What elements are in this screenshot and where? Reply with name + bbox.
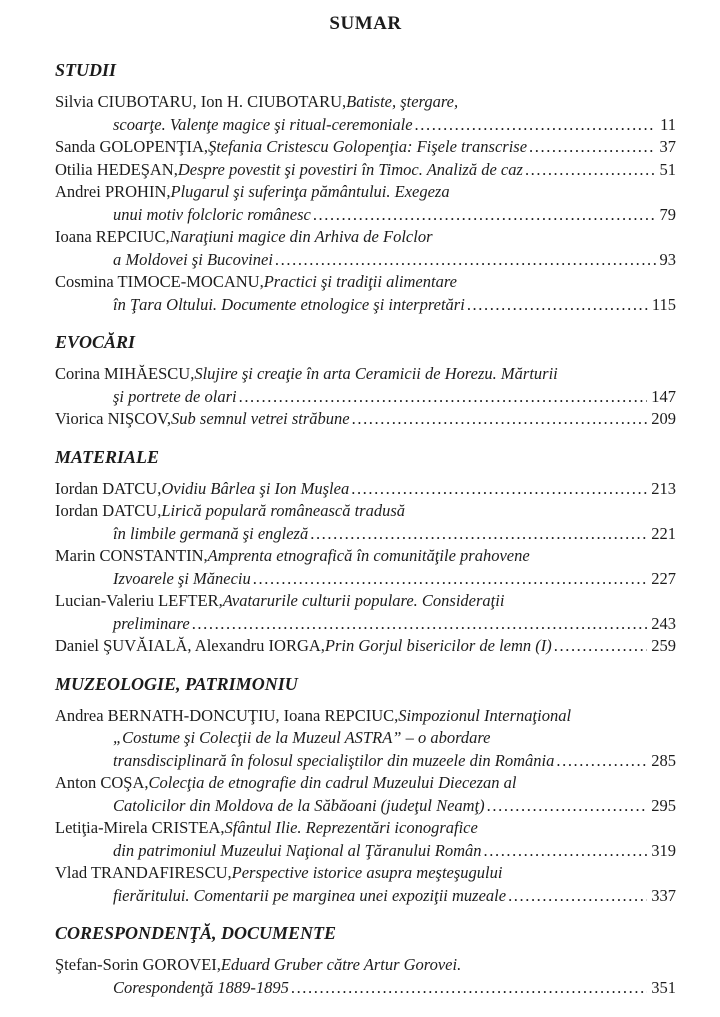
- dot-leader: [253, 568, 647, 591]
- entry-title-segment: Sfântul Ilie. Reprezentări iconografice: [224, 818, 478, 837]
- section-heading: STUDII: [55, 60, 117, 80]
- entry-first-line: [55, 363, 676, 386]
- dot-leader: [192, 613, 648, 636]
- page-number: 115: [651, 294, 676, 314]
- page-number: 221: [651, 523, 676, 543]
- page-number: 319: [651, 840, 676, 860]
- entry-continuation-line: [55, 294, 676, 317]
- page-number: 213: [651, 478, 676, 498]
- entry-title-segment: Izvoarele şi Măneciu: [113, 568, 251, 588]
- entry-first-line: [55, 408, 676, 431]
- toc-entry: [55, 408, 676, 431]
- entry-author-segment: Lucian-Valeriu LEFTER,: [55, 591, 223, 610]
- entry-author-segment: Corina MIHĂESCU,: [55, 364, 195, 383]
- entry-continuation-line: [55, 613, 676, 636]
- entry-continuation-line: [55, 795, 676, 818]
- entry-title-segment: Eduard Gruber către Artur Gorovei.: [220, 955, 462, 974]
- entry-title-segment: Catolicilor din Moldova de la Săbăoani (judeţul Neamţ): [113, 795, 485, 815]
- toc-entry: [55, 954, 676, 999]
- entry-author-segment: Cosmina TIMOCE-MOCANU,: [55, 272, 264, 291]
- toc-section: [55, 673, 676, 908]
- entry-title-segment: Batiste, ştergare,: [346, 92, 459, 111]
- entry-author-segment: Daniel ŞUVĂIALĂ, Alexandru IORGA,: [55, 636, 325, 655]
- toc-entry: [55, 862, 676, 907]
- dot-leader: [467, 294, 648, 317]
- entry-title-segment: Avatarurile culturii populare. Consideraţii: [222, 591, 505, 610]
- page-number: 37: [659, 137, 676, 156]
- entry-title-segment: Plugarul şi suferinţa pământului. Exegeza: [170, 182, 450, 201]
- entry-title-segment: transdisciplinară în folosul specialiştilor din muzeele din România: [113, 750, 555, 770]
- dot-leader: [525, 159, 656, 182]
- entry-first-line: [55, 817, 676, 840]
- entry-title-segment: Practici şi tradiţii alimentare: [263, 272, 457, 291]
- toc-section: [55, 331, 676, 431]
- entry-title-segment: şi portrete de olari: [113, 386, 237, 406]
- entry-first-line: [55, 181, 676, 204]
- entry-continuation-line: [55, 977, 676, 1000]
- entry-first-line: [55, 705, 676, 728]
- entry-author-segment: Ioana REPCIUC,: [55, 227, 170, 246]
- toc-section: [55, 922, 676, 999]
- entry-continuation-line: [55, 840, 676, 863]
- entry-first-line: [55, 772, 676, 795]
- page-number: 79: [659, 204, 676, 224]
- toc-entry: [55, 590, 676, 635]
- entry-author-segment: Andrea BERNATH-DONCUŢIU, Ioana REPCIUC,: [55, 705, 399, 725]
- entry-title-segment: scoarţe. Valenţe magice şi ritual-ceremoniale: [113, 114, 413, 134]
- dot-leader: [313, 204, 656, 227]
- toc-entry: [55, 635, 676, 658]
- entry-author-segment: Andrei PROHIN,: [55, 182, 171, 201]
- entry-author-segment: Viorica NIŞCOV,: [55, 409, 172, 428]
- section-heading: CORESPONDENŢĂ, DOCUMENTE: [55, 923, 337, 943]
- entry-title-segment: Naraţiuni magice din Arhiva de Folclor: [169, 227, 433, 246]
- entry-author-segment: Marin CONSTANTIN,: [55, 546, 208, 565]
- entry-first-line: [55, 478, 676, 501]
- section-heading: EVOCĂRI: [55, 332, 136, 352]
- dot-leader: [310, 523, 647, 546]
- entry-author-segment: Anton COŞA,: [55, 773, 149, 792]
- entry-first-line: [55, 862, 676, 885]
- entry-continuation-line: [55, 885, 676, 908]
- entry-title-segment: „Costume şi Colecţii de la Muzeul ASTRA” – o abordare: [113, 728, 491, 747]
- section-heading: MATERIALE: [55, 446, 160, 467]
- entry-first-line: [55, 500, 676, 523]
- entry-first-line: [55, 271, 676, 294]
- page-number: 147: [651, 386, 676, 406]
- entry-title-segment: Amprenta etnografică în comunităţile prahovene: [207, 546, 530, 565]
- entry-title-segment: Sub semnul vetrei străbune: [171, 409, 350, 428]
- toc-entry: [55, 545, 676, 590]
- page-number: 209: [651, 409, 676, 428]
- page-number: 227: [651, 568, 676, 588]
- page-title: SUMAR: [329, 13, 402, 34]
- entry-author-segment: Ştefan-Sorin GOROVEI,: [55, 955, 221, 974]
- toc-entry: [55, 159, 676, 182]
- dot-leader: [275, 249, 656, 272]
- entry-continuation-line: [55, 727, 676, 750]
- toc-entry: [55, 705, 676, 773]
- dot-leader: [554, 635, 647, 658]
- page-number: 337: [651, 885, 676, 905]
- entry-title-segment: a Moldovei şi Bucovinei: [113, 249, 273, 269]
- entry-title-segment: din patrimoniul Muzeului Naţional al Ţăranului Român: [113, 840, 482, 860]
- entry-title-segment: Ştefania Cristescu Golopenţia: Fişele transcrise: [208, 137, 528, 156]
- toc-entry: [55, 226, 676, 271]
- entry-first-line: [55, 226, 676, 249]
- entry-first-line: [55, 91, 676, 114]
- entry-title-segment: Lirică populară românească tradusă: [161, 501, 406, 520]
- dot-leader: [529, 136, 655, 159]
- page-number: 259: [651, 636, 676, 655]
- toc-entry: [55, 817, 676, 862]
- entry-title-segment: fierăritului. Comentarii pe marginea unei expoziţii muzeale: [113, 885, 507, 905]
- entry-author-segment: Otilia HEDEŞAN,: [55, 159, 178, 179]
- entry-first-line: [55, 136, 676, 159]
- entry-author-segment: Vlad TRANDAFIRESCU,: [55, 863, 232, 882]
- page-number: 295: [651, 795, 676, 815]
- dot-leader: [508, 885, 647, 908]
- page-number: 351: [651, 977, 676, 997]
- toc-entry: [55, 772, 676, 817]
- entry-continuation-line: [55, 386, 676, 409]
- section-heading: MUZEOLOGIE, PATRIMONIU: [55, 673, 298, 694]
- dot-leader: [487, 795, 648, 818]
- entry-continuation-line: [55, 204, 676, 227]
- dot-leader: [556, 750, 647, 773]
- entry-title-segment: Corespondenţă 1889-1895: [113, 977, 289, 997]
- entry-continuation-line: [55, 523, 676, 546]
- toc-section: [55, 446, 676, 658]
- dot-leader: [239, 386, 648, 409]
- entry-continuation-line: [55, 750, 676, 773]
- entry-title-segment: unui motiv folcloric românesc: [113, 204, 311, 224]
- entry-title-segment: în limbile germană şi engleză: [113, 523, 309, 543]
- entry-title-segment: Prin Gorjul bisericilor de lemn (I): [324, 636, 552, 655]
- entry-continuation-line: [55, 114, 676, 137]
- entry-first-line: [55, 545, 676, 568]
- entry-continuation-line: [55, 249, 676, 272]
- toc-entry: [55, 500, 676, 545]
- entry-author-segment: Silvia CIUBOTARU, Ion H. CIUBOTARU,: [55, 92, 347, 111]
- entry-first-line: [55, 159, 676, 182]
- entry-title-segment: Colecţia de etnografie din cadrul Muzeului Diecezan al: [148, 773, 517, 792]
- dot-leader: [351, 478, 647, 501]
- dot-leader: [415, 114, 657, 137]
- toc-entry: [55, 271, 676, 316]
- page-number: 11: [660, 114, 676, 134]
- entry-title-segment: Simpozionul Internaţional: [398, 705, 572, 725]
- page-number: 93: [659, 249, 676, 269]
- toc-sections: [55, 59, 676, 999]
- dot-leader: [291, 977, 647, 1000]
- entry-first-line: [55, 954, 676, 977]
- entry-title-segment: Perspective istorice asupra meşteşugului: [231, 863, 503, 882]
- entry-author-segment: Iordan DATCU,: [55, 478, 162, 498]
- entry-author-segment: Letiţia-Mirela CRISTEA,: [55, 818, 225, 837]
- entry-title-segment: în Ţara Oltului. Documente etnologice şi interpretări: [113, 294, 465, 314]
- entry-first-line: [55, 635, 676, 658]
- entry-title-segment: Slujire şi creaţie în arta Ceramicii de Horezu. Mărturii: [194, 364, 558, 383]
- toc-entry: [55, 136, 676, 159]
- entry-author-segment: Iordan DATCU,: [55, 501, 162, 520]
- dot-leader: [352, 408, 648, 431]
- entry-title-segment: Despre povestit şi povestiri în Timoc. Analiză de caz: [177, 159, 523, 179]
- toc-entry: [55, 478, 676, 501]
- entry-first-line: [55, 590, 676, 613]
- toc-section: [55, 59, 676, 316]
- dot-leader: [484, 840, 648, 863]
- toc-entry: [55, 181, 676, 226]
- entry-title-segment: Ovidiu Bârlea şi Ion Muşlea: [161, 478, 350, 498]
- toc-entry: [55, 91, 676, 136]
- entry-author-segment: Sanda GOLOPENŢIA,: [55, 137, 209, 156]
- entry-continuation-line: [55, 568, 676, 591]
- entry-title-segment: preliminare: [113, 613, 190, 633]
- page-number: 51: [659, 159, 676, 179]
- page-number: 243: [651, 613, 676, 633]
- page-number: 285: [651, 750, 676, 770]
- toc-entry: [55, 363, 676, 408]
